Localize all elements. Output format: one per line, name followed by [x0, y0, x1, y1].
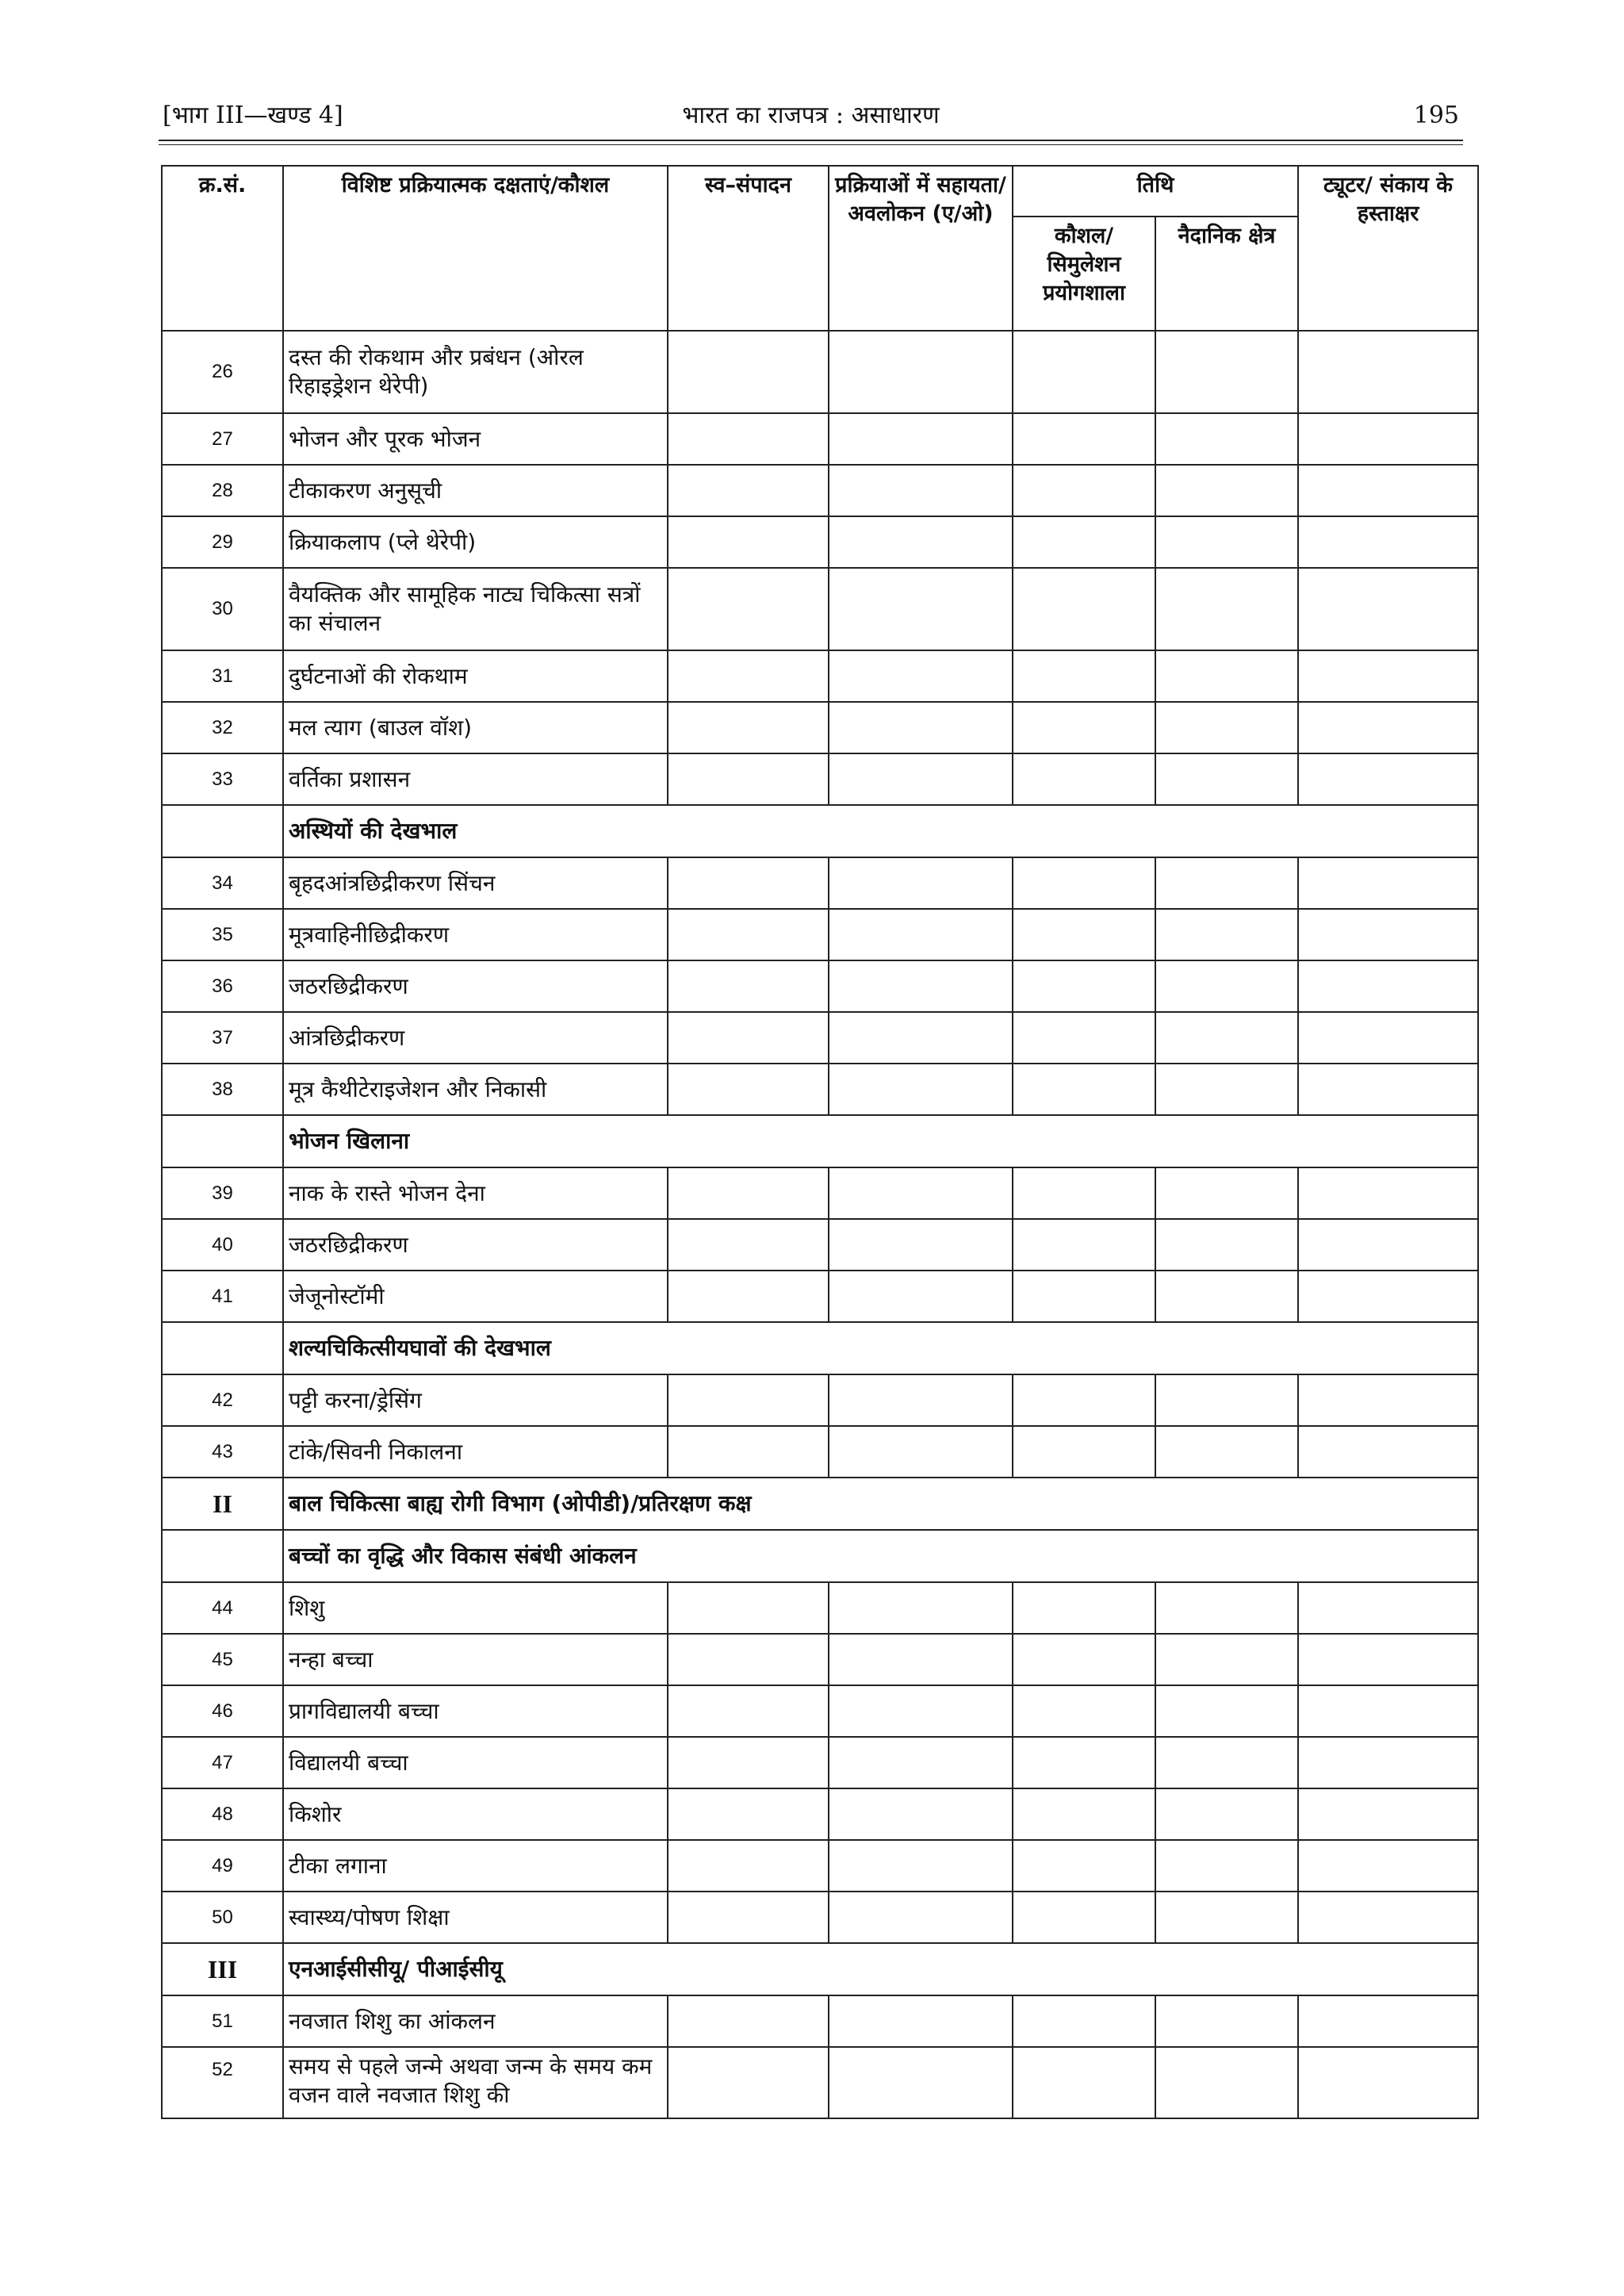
table-row: [162, 2047, 1478, 2118]
assist-cell: [829, 1737, 1013, 1788]
assist-cell: [829, 1840, 1013, 1892]
lab-date-cell: [1013, 1995, 1155, 2047]
self-cell: [668, 1685, 829, 1737]
lab-date-cell: [1013, 1167, 1155, 1219]
signature-cell: [1298, 909, 1478, 960]
clinical-date-cell: [1155, 1426, 1298, 1478]
serial-number: 40: [162, 1219, 283, 1271]
serial-number: 46: [162, 1685, 283, 1737]
serial-number: 34: [162, 857, 283, 909]
clinical-date-cell: [1155, 1012, 1298, 1064]
clinical-date-cell: [1155, 331, 1298, 413]
clinical-date-cell: [1155, 960, 1298, 1012]
lab-date-cell: [1013, 413, 1155, 465]
page-number: 195: [1413, 102, 1459, 129]
skill-name: बृहदआंत्रछिद्रीकरण सिंचन: [283, 857, 668, 909]
serial-number: 43: [162, 1426, 283, 1478]
lab-date-cell: [1013, 1271, 1155, 1322]
skill-name: स्वास्थ्य/पोषण शिक्षा: [283, 1892, 668, 1943]
clinical-date-cell: [1155, 753, 1298, 805]
clinical-date-cell: [1155, 702, 1298, 753]
self-cell: [668, 1064, 829, 1115]
clinical-date-cell: [1155, 413, 1298, 465]
clinical-date-cell: [1155, 1737, 1298, 1788]
self-cell: [668, 857, 829, 909]
table-row: [162, 1995, 1478, 2047]
assist-cell: [829, 1167, 1013, 1219]
clinical-date-cell: [1155, 568, 1298, 650]
signature-cell: [1298, 1426, 1478, 1478]
self-cell: [668, 909, 829, 960]
lab-date-cell: [1013, 1582, 1155, 1634]
section-row: [162, 805, 1478, 857]
lab-date-cell: [1013, 1012, 1155, 1064]
assist-cell: [829, 1788, 1013, 1840]
self-cell: [668, 1271, 829, 1322]
clinical-date-cell: [1155, 1840, 1298, 1892]
clinical-date-cell: [1155, 1064, 1298, 1115]
signature-cell: [1298, 1995, 1478, 2047]
assist-cell: [829, 753, 1013, 805]
clinical-date-cell: [1155, 1167, 1298, 1219]
clinical-date-cell: [1155, 1685, 1298, 1737]
self-cell: [668, 1788, 829, 1840]
assist-cell: [829, 1374, 1013, 1426]
serial-number: 32: [162, 702, 283, 753]
clinical-date-cell: [1155, 465, 1298, 516]
clinical-date-cell: [1155, 516, 1298, 568]
assist-cell: [829, 1426, 1013, 1478]
signature-cell: [1298, 568, 1478, 650]
serial-number: 30: [162, 568, 283, 650]
serial-number: 38: [162, 1064, 283, 1115]
assist-cell: [829, 331, 1013, 413]
serial-number: 37: [162, 1012, 283, 1064]
signature-cell: [1298, 1167, 1478, 1219]
serial-number: 50: [162, 1892, 283, 1943]
table-row: [162, 1582, 1478, 1634]
section-row: [162, 1530, 1478, 1582]
clinical-date-cell: [1155, 909, 1298, 960]
lab-date-cell: [1013, 1219, 1155, 1271]
assist-cell: [829, 1995, 1013, 2047]
table-row: [162, 702, 1478, 753]
skill-name: विद्यालयी बच्चा: [283, 1737, 668, 1788]
serial-number: [162, 1322, 283, 1374]
gazette-title: भारत का राजपत्र : असाधारण: [682, 102, 940, 129]
self-cell: [668, 1995, 829, 2047]
serial-number: 39: [162, 1167, 283, 1219]
assist-cell: [829, 1582, 1013, 1634]
section-heading: अस्थियों की देखभाल: [283, 805, 1478, 857]
self-cell: [668, 2047, 829, 2118]
lab-date-cell: [1013, 753, 1155, 805]
signature-cell: [1298, 516, 1478, 568]
col-header-clinical: नैदानिक क्षेत्र: [1155, 217, 1298, 331]
clinical-date-cell: [1155, 1271, 1298, 1322]
table-row: [162, 753, 1478, 805]
section-heading: बाल चिकित्सा बाह्य रोगी विभाग (ओपीडी)/प्रतिरक्षण कक्ष: [283, 1478, 1478, 1530]
col-header-date: तिथि: [1013, 166, 1298, 217]
clinical-date-cell: [1155, 1995, 1298, 2047]
table-row: [162, 413, 1478, 465]
table-row: [162, 909, 1478, 960]
skill-name: पट्टी करना/ड्रेसिंग: [283, 1374, 668, 1426]
skill-name: टीका लगाना: [283, 1840, 668, 1892]
lab-date-cell: [1013, 1064, 1155, 1115]
serial-number: 44: [162, 1582, 283, 1634]
serial-number: 45: [162, 1634, 283, 1685]
lab-date-cell: [1013, 960, 1155, 1012]
assist-cell: [829, 650, 1013, 702]
col-header-lab: कौशल/ सिमुलेशन प्रयोगशाला: [1013, 217, 1155, 331]
section-row: [162, 1943, 1478, 1995]
section-heading: बच्चों का वृद्धि और विकास संबंधी आंकलन: [283, 1530, 1478, 1582]
table-row: [162, 1426, 1478, 1478]
self-cell: [668, 413, 829, 465]
skill-name: मूत्र कैथीटेराइजेशन और निकासी: [283, 1064, 668, 1115]
lab-date-cell: [1013, 331, 1155, 413]
assist-cell: [829, 568, 1013, 650]
section-row: [162, 1115, 1478, 1167]
skill-name: नन्हा बच्चा: [283, 1634, 668, 1685]
section-heading: शल्यचिकित्सीयघावों की देखभाल: [283, 1322, 1478, 1374]
table-row: [162, 857, 1478, 909]
self-cell: [668, 1634, 829, 1685]
skill-name: जेजूनोस्टॉमी: [283, 1271, 668, 1322]
serial-number: 47: [162, 1737, 283, 1788]
serial-number: [162, 1115, 283, 1167]
self-cell: [668, 1840, 829, 1892]
signature-cell: [1298, 1219, 1478, 1271]
table-row: [162, 1167, 1478, 1219]
section-number: II: [162, 1478, 283, 1530]
skill-name: जठरछिद्रीकरण: [283, 1219, 668, 1271]
signature-cell: [1298, 702, 1478, 753]
signature-cell: [1298, 1788, 1478, 1840]
lab-date-cell: [1013, 1840, 1155, 1892]
lab-date-cell: [1013, 702, 1155, 753]
col-header-signature: ट्यूटर/ संकाय के हस्ताक्षर: [1298, 166, 1478, 331]
page-header: [163, 100, 1459, 135]
lab-date-cell: [1013, 1737, 1155, 1788]
section-heading: एनआईसीसीयू/ पीआईसीयू: [283, 1943, 1478, 1995]
skill-name: भोजन और पूरक भोजन: [283, 413, 668, 465]
assist-cell: [829, 516, 1013, 568]
serial-number: 26: [162, 331, 283, 413]
clinical-date-cell: [1155, 1788, 1298, 1840]
signature-cell: [1298, 1634, 1478, 1685]
clinical-date-cell: [1155, 1634, 1298, 1685]
table-row: [162, 465, 1478, 516]
table-row: [162, 1737, 1478, 1788]
table-row: [162, 960, 1478, 1012]
signature-cell: [1298, 2047, 1478, 2118]
skill-name: आंत्रछिद्रीकरण: [283, 1012, 668, 1064]
self-cell: [668, 1167, 829, 1219]
lab-date-cell: [1013, 1426, 1155, 1478]
table-row: [162, 331, 1478, 413]
serial-number: 27: [162, 413, 283, 465]
lab-date-cell: [1013, 1374, 1155, 1426]
signature-cell: [1298, 960, 1478, 1012]
signature-cell: [1298, 1582, 1478, 1634]
table-row: [162, 568, 1478, 650]
table-row: [162, 1064, 1478, 1115]
self-cell: [668, 1219, 829, 1271]
section-row: [162, 1478, 1478, 1530]
table-row: [162, 1374, 1478, 1426]
serial-number: 29: [162, 516, 283, 568]
self-cell: [668, 465, 829, 516]
signature-cell: [1298, 465, 1478, 516]
signature-cell: [1298, 1840, 1478, 1892]
header-rule: [159, 140, 1463, 141]
table-row: [162, 1685, 1478, 1737]
assist-cell: [829, 960, 1013, 1012]
skill-name: मूत्रवाहिनीछिद्रीकरण: [283, 909, 668, 960]
assist-cell: [829, 1685, 1013, 1737]
table-row: [162, 1840, 1478, 1892]
skills-table: [161, 165, 1479, 2119]
self-cell: [668, 568, 829, 650]
self-cell: [668, 960, 829, 1012]
lab-date-cell: [1013, 857, 1155, 909]
serial-number: [162, 1530, 283, 1582]
skill-name: वर्तिका प्रशासन: [283, 753, 668, 805]
table-row: [162, 1271, 1478, 1322]
assist-cell: [829, 465, 1013, 516]
signature-cell: [1298, 1374, 1478, 1426]
lab-date-cell: [1013, 909, 1155, 960]
table-row: [162, 1012, 1478, 1064]
header-rule-thin: [159, 144, 1463, 145]
lab-date-cell: [1013, 1788, 1155, 1840]
clinical-date-cell: [1155, 1374, 1298, 1426]
signature-cell: [1298, 1685, 1478, 1737]
lab-date-cell: [1013, 2047, 1155, 2118]
skill-name: प्रागविद्यालयी बच्चा: [283, 1685, 668, 1737]
skill-name: जठरछिद्रीकरण: [283, 960, 668, 1012]
skill-name: दुर्घटनाओं की रोकथाम: [283, 650, 668, 702]
clinical-date-cell: [1155, 857, 1298, 909]
lab-date-cell: [1013, 465, 1155, 516]
assist-cell: [829, 1064, 1013, 1115]
self-cell: [668, 1374, 829, 1426]
table-row: [162, 516, 1478, 568]
assist-cell: [829, 413, 1013, 465]
clinical-date-cell: [1155, 650, 1298, 702]
self-cell: [668, 1892, 829, 1943]
lab-date-cell: [1013, 1892, 1155, 1943]
serial-number: 33: [162, 753, 283, 805]
assist-cell: [829, 1271, 1013, 1322]
skill-name: दस्त की रोकथाम और प्रबंधन (ओरल रिहाइड्रेशन थेरेपी): [283, 331, 668, 413]
section-number: III: [162, 1943, 283, 1995]
table-row: [162, 650, 1478, 702]
signature-cell: [1298, 1012, 1478, 1064]
serial-number: [162, 805, 283, 857]
skill-name: नाक के रास्ते भोजन देना: [283, 1167, 668, 1219]
lab-date-cell: [1013, 1685, 1155, 1737]
signature-cell: [1298, 331, 1478, 413]
signature-cell: [1298, 753, 1478, 805]
assist-cell: [829, 702, 1013, 753]
self-cell: [668, 753, 829, 805]
skill-name: वैयक्तिक और सामूहिक नाट्य चिकित्सा सत्रों का संचालन: [283, 568, 668, 650]
table-row: [162, 1634, 1478, 1685]
skill-name: टीकाकरण अनुसूची: [283, 465, 668, 516]
table-row: [162, 1892, 1478, 1943]
self-cell: [668, 1737, 829, 1788]
signature-cell: [1298, 857, 1478, 909]
signature-cell: [1298, 1892, 1478, 1943]
self-cell: [668, 516, 829, 568]
col-header-skill: विशिष्ट प्रक्रियात्मक दक्षताएं/कौशल: [283, 166, 668, 331]
lab-date-cell: [1013, 650, 1155, 702]
signature-cell: [1298, 650, 1478, 702]
skill-name: नवजात शिशु का आंकलन: [283, 1995, 668, 2047]
table-row: [162, 1219, 1478, 1271]
clinical-date-cell: [1155, 1582, 1298, 1634]
serial-number: 28: [162, 465, 283, 516]
signature-cell: [1298, 1064, 1478, 1115]
signature-cell: [1298, 1271, 1478, 1322]
lab-date-cell: [1013, 1634, 1155, 1685]
clinical-date-cell: [1155, 2047, 1298, 2118]
serial-number: 42: [162, 1374, 283, 1426]
skill-name: किशोर: [283, 1788, 668, 1840]
serial-number: 31: [162, 650, 283, 702]
self-cell: [668, 650, 829, 702]
section-heading: भोजन खिलाना: [283, 1115, 1478, 1167]
assist-cell: [829, 1219, 1013, 1271]
skill-name: मल त्याग (बाउल वॉश): [283, 702, 668, 753]
self-cell: [668, 702, 829, 753]
assist-cell: [829, 2047, 1013, 2118]
serial-number: 35: [162, 909, 283, 960]
clinical-date-cell: [1155, 1219, 1298, 1271]
assist-cell: [829, 909, 1013, 960]
serial-number: 52: [162, 2047, 283, 2118]
serial-number: 51: [162, 1995, 283, 2047]
serial-number: 36: [162, 960, 283, 1012]
skill-name: क्रियाकलाप (प्ले थेरेपी): [283, 516, 668, 568]
table-row: [162, 1788, 1478, 1840]
self-cell: [668, 1012, 829, 1064]
clinical-date-cell: [1155, 1892, 1298, 1943]
serial-number: 41: [162, 1271, 283, 1322]
skill-name: समय से पहले जन्मे अथवा जन्म के समय कम वजन वाले नवजात शिशु की: [283, 2047, 668, 2118]
assist-cell: [829, 857, 1013, 909]
col-header-serial: क्र.सं.: [162, 166, 283, 331]
self-cell: [668, 1582, 829, 1634]
assist-cell: [829, 1012, 1013, 1064]
self-cell: [668, 331, 829, 413]
serial-number: 48: [162, 1788, 283, 1840]
skill-name: शिशु: [283, 1582, 668, 1634]
col-header-self: स्व–संपादन: [668, 166, 829, 331]
signature-cell: [1298, 1737, 1478, 1788]
part-section-label: [भाग III—खण्ड 4]: [163, 102, 343, 129]
lab-date-cell: [1013, 516, 1155, 568]
signature-cell: [1298, 413, 1478, 465]
skill-name: टांके/सिवनी निकालना: [283, 1426, 668, 1478]
lab-date-cell: [1013, 568, 1155, 650]
section-row: [162, 1322, 1478, 1374]
self-cell: [668, 1426, 829, 1478]
assist-cell: [829, 1634, 1013, 1685]
assist-cell: [829, 1892, 1013, 1943]
col-header-assist: प्रक्रियाओं में सहायता/ अवलोकन (ए/ओ): [829, 166, 1013, 331]
serial-number: 49: [162, 1840, 283, 1892]
